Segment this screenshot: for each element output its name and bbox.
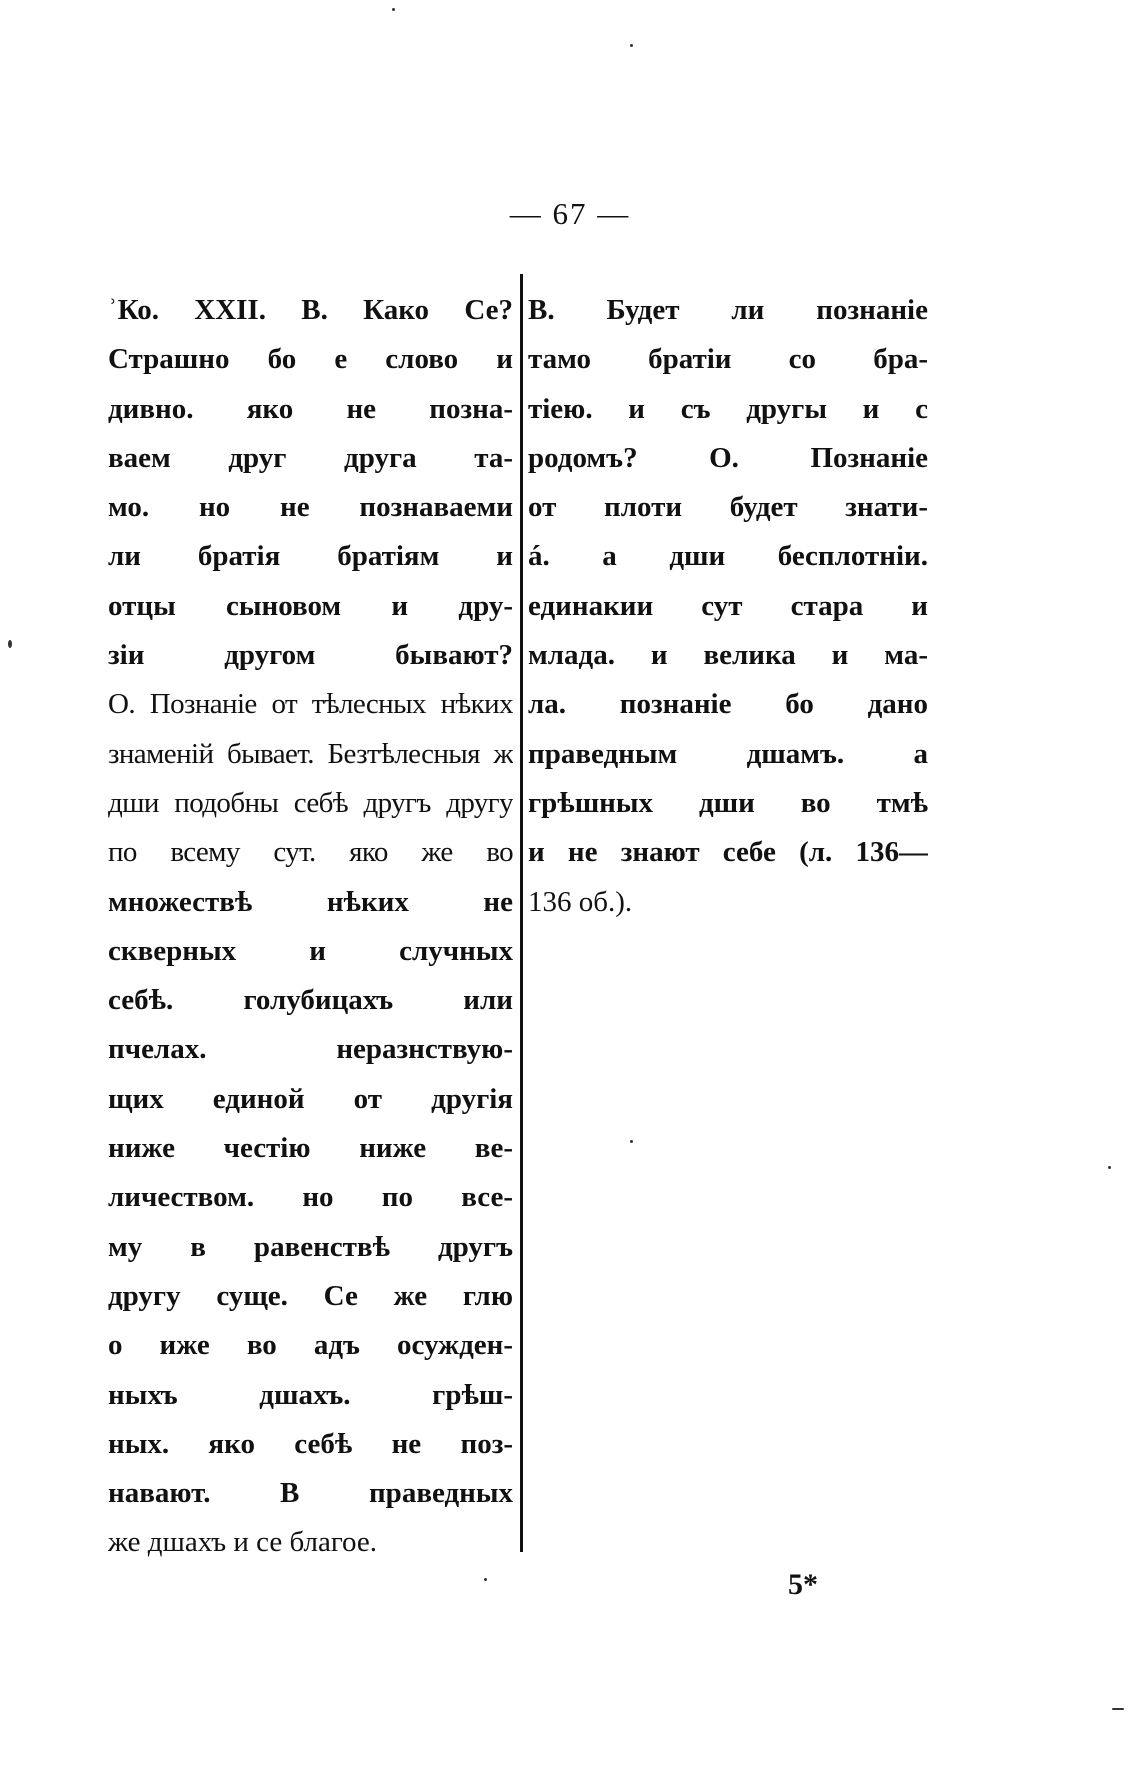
left-column-line: ли братія братіям и	[108, 540, 513, 573]
left-column-line: Страшно бо е слово и	[108, 343, 513, 376]
left-column-line: отцы сыновом и дру-	[108, 589, 513, 622]
left-column-line: ʾКо. XXII. В. Како Се?	[108, 294, 513, 326]
scan-speck	[392, 8, 395, 11]
column-rule	[520, 274, 523, 1552]
scan-speck	[630, 1140, 633, 1143]
left-column-line: скверных и случных	[108, 934, 513, 967]
right-column-line: 136 об.).	[528, 885, 633, 918]
left-column-line: ныхъ дшахъ. грѣш-	[108, 1378, 513, 1411]
left-column-line: по всему сут. яко же во	[108, 836, 513, 869]
scan-speck	[8, 640, 12, 648]
left-column-line: мо. но не познаваеми	[108, 491, 513, 524]
right-column-line: родомъ? О. Познаніе	[528, 441, 928, 474]
right-column-line: праведным дшамъ. а	[528, 737, 928, 770]
left-column-line: ниже честію ниже ве-	[108, 1132, 513, 1165]
signature-mark: 5*	[788, 1568, 818, 1601]
right-column-line: á. а дши бесплотніи.	[528, 540, 928, 573]
right-column-line: В. Будет ли познаніе	[528, 294, 928, 326]
right-column-line: единакии сут стара и	[528, 589, 928, 622]
left-column-line: щих единой от другія	[108, 1082, 513, 1115]
right-column-line: тамо братіи со бра-	[528, 343, 928, 376]
left-column-line: навают. В праведных	[108, 1477, 513, 1510]
left-column-line: о иже во адъ осужден-	[108, 1329, 513, 1362]
left-column-line: множествѣ нѣких не	[108, 885, 513, 918]
left-column	[108, 286, 513, 1568]
left-column-line: знаменій бывает. Безтѣлесныя ж	[108, 737, 513, 770]
left-column-line: личеством. но по все-	[108, 1181, 513, 1214]
scan-speck	[484, 1578, 487, 1581]
left-column-line: ваем друг друга та-	[108, 441, 513, 474]
right-column-line: тіею. и съ другы и с	[528, 392, 928, 425]
scan-speck	[1108, 1166, 1111, 1169]
left-column-line: другу суще. Се же глю	[108, 1279, 513, 1312]
left-column-line: пчелах. неразнствую-	[108, 1033, 513, 1066]
right-column-line: млада. и велика и ма-	[528, 639, 928, 672]
left-column-line: дивно. яко не позна-	[108, 392, 513, 425]
right-column-line: ла. познаніе бо дано	[528, 688, 928, 721]
page-number: — 67 —	[509, 196, 631, 231]
right-column-line: от плоти будет знати-	[528, 491, 928, 524]
left-column-line: дши подобны себѣ другъ другу	[108, 786, 513, 819]
right-column-line: грѣшных дши во тмѣ	[528, 786, 928, 819]
scan-speck	[630, 44, 633, 47]
left-column-line: ных. яко себѣ не поз-	[108, 1427, 513, 1460]
left-column-line: му в равенствѣ другъ	[108, 1230, 513, 1263]
scan-speck	[1112, 1708, 1124, 1710]
left-column-line: зіи другом бывают?	[108, 639, 513, 672]
right-column	[528, 286, 928, 927]
left-column-line: О. Познаніе от тѣлесных нѣких	[108, 688, 513, 721]
right-column-line: и не знают себе (л. 136—	[528, 836, 928, 869]
left-column-line: себѣ. голубицахъ или	[108, 984, 513, 1017]
left-column-line: же дшахъ и се благое.	[108, 1526, 378, 1559]
